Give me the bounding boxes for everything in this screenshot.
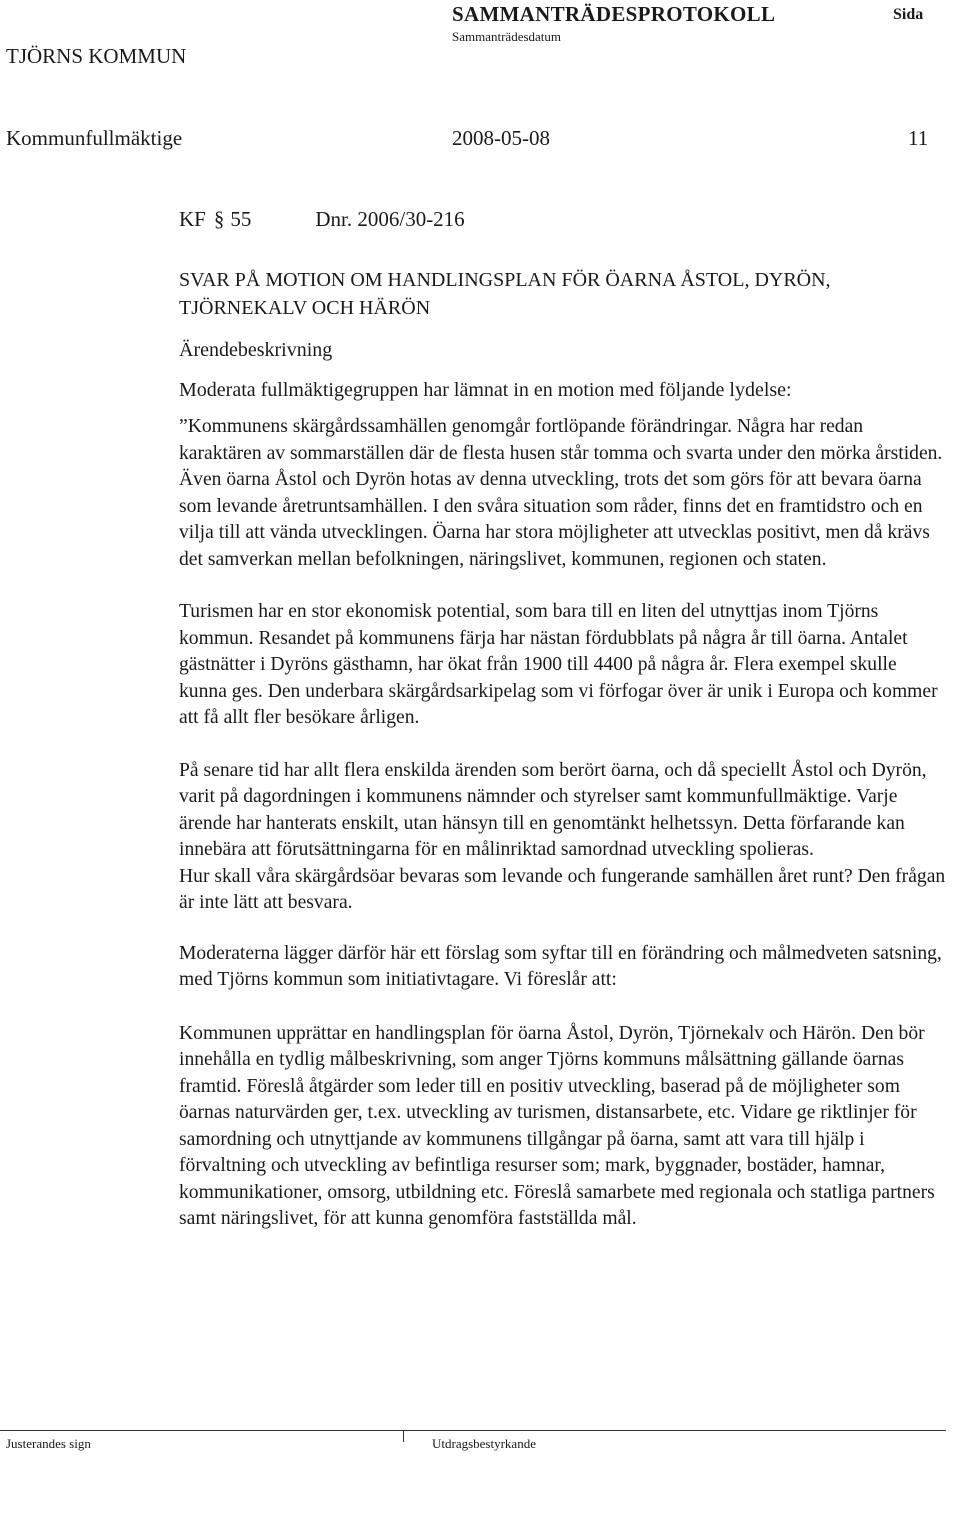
motion-paragraph-5: Moderaterna lägger därför här ett förslag som syftar till en förändring och målmedveten satsning, med Tjörns kommun som initiativtagare. Vi föreslår att:: [179, 942, 942, 990]
organization-name: TJÖRNS KOMMUN: [6, 44, 187, 68]
section-symbol: §: [213, 207, 225, 231]
page-number: 11: [908, 126, 929, 150]
motion-paragraph-3: På senare tid har allt flera enskilda ärenden som berört öarna, och då speciellt Åstol och Dyrön, varit på dagordningen i kommunens nämnder och styrelser samt kommunfullmäktige. Varje ärende har hanterats enskilt, utan hänsyn till en genomtänkt helhetssyn. Detta förfarande kan innebära att förutsättningarna för en målinriktad samordnad utveckling spolieras.: [179, 759, 927, 860]
page-label: Sida: [893, 6, 924, 23]
intro-text: Moderata fullmäktigegruppen har lämnat in en motion med följande lydelse:: [179, 379, 792, 401]
description-label: Ärendebeskrivning: [179, 339, 333, 361]
body-name: Kommunfullmäktige: [6, 126, 183, 150]
motion-paragraph-6: Kommunen upprättar en handlingsplan för öarna Åstol, Dyrön, Tjörnekalv och Härön. Den bör innehålla en tydlig målbeskrivning, som anger Tjörns kommuns målsättning gällande öarnas framtid. Föreslå åtgärder som leder till en positiv utveckling, baserad på de möjligheter som öarnas naturvärden ger, t.ex. utveckling av turismen, distansarbete, etc. Vidare ge riktlinjer för samordning och utnyttjande av kommunens tillgångar på öarna, samt att vara till hjälp i förvaltning och utveckling av befintliga resurser som; mark, byggnader, bostäder, hamnar, kommunikationer, omsorg, utbildning etc. Föreslå samarbete med regionala och statliga partners samt näringslivet, för att kunna genomföra fastställda mål.: [179, 1022, 935, 1229]
case-reference: [179, 205, 949, 233]
extract-certification-label: Utdragsbestyrkande: [432, 1436, 536, 1451]
meeting-date: 2008-05-08: [452, 126, 550, 150]
motion-paragraph-4: Hur skall våra skärgårdsöar bevaras som levande och fungerande samhällen året runt? Den frågan är inte lätt att besvara.: [179, 865, 946, 913]
motion-paragraph-2: Turismen har en stor ekonomisk potential, som bara till en liten del utnyttjas inom Tjörns kommun. Resandet på kommunens färja har nästan fördubblats på några år till öarna. Antalet gästnätter i Dyröns gästhamn, har ökat från 1900 till 4400 på några år. Flera exempel skulle kunna ges. Den underbara skärgårdsarkipelag som vi förfogar över är unik i Europa och kommer att få allt fler besökare årligen.: [179, 601, 938, 728]
kf-label: KF: [179, 207, 206, 231]
motion-paragraph-1: ”Kommunens skärgårdssamhällen genomgår fortlöpande förändringar. Några har redan karaktären av sommarställen där de flesta husen står tomma och svarta under den mörka årstiden. Även öarna Åstol och Dyrön hotas av denna utveckling, trots det som görs för att bevara öarna som levande åretruntsamhällen. I den svåra situation som råder, finns det en framtidstro och en vilja till att vända utvecklingen. Öarna har stora möjligheter att utvecklas positivt, men då krävs det samverkan mellan befolkningen, näringslivet, kommunen, regionen och staten.: [179, 416, 943, 570]
kf-number: 55: [230, 207, 252, 231]
document-body: [179, 205, 949, 1233]
diary-number: Dnr. 2006/30-216: [315, 207, 465, 231]
signature-label: Justerandes sign: [6, 1436, 91, 1451]
footer-column-divider: [403, 1430, 404, 1442]
case-title: SVAR PÅ MOTION OM HANDLINGSPLAN FÖR ÖARNA ÅSTOL, DYRÖN, TJÖRNEKALV OCH HÄRÖN: [179, 269, 831, 319]
protocol-title: SAMMANTRÄDESPROTOKOLL: [452, 2, 776, 26]
meeting-date-label: Sammanträdesdatum: [452, 29, 562, 44]
footer-divider: [0, 1430, 946, 1431]
